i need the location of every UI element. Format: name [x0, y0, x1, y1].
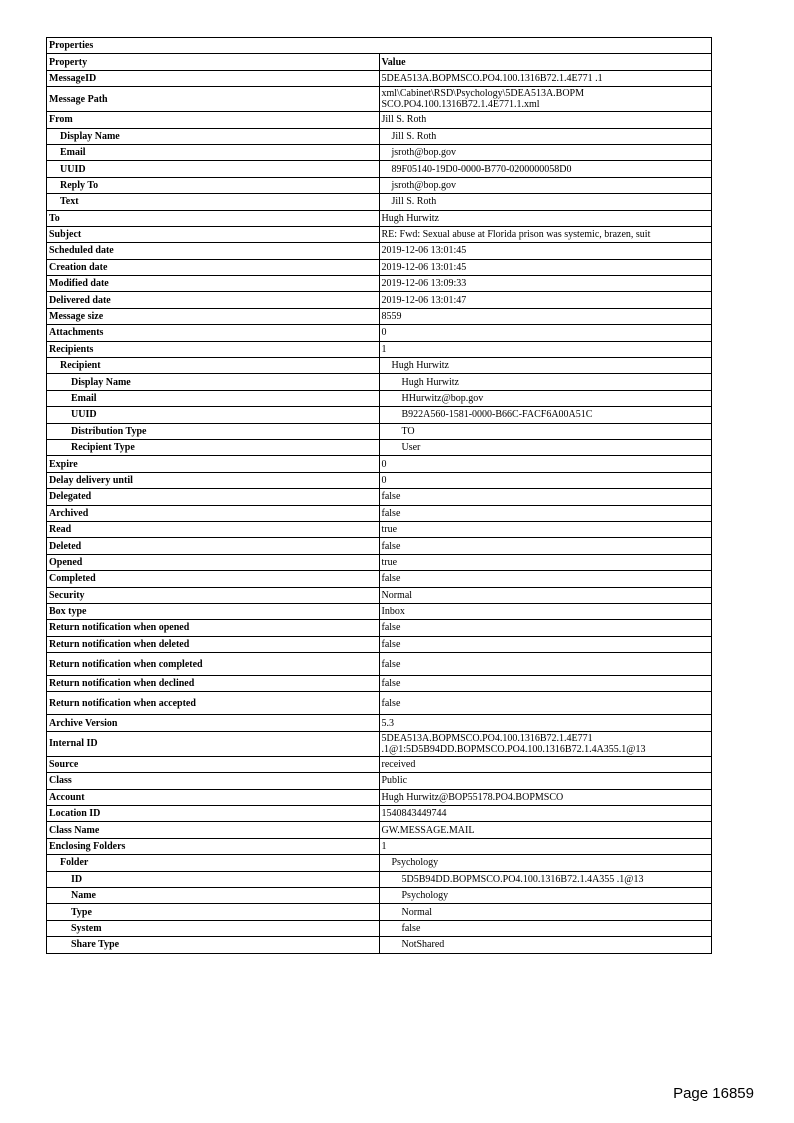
property-name: Completed — [47, 571, 380, 587]
table-row — [47, 603, 712, 619]
property-name: Distribution Type — [47, 423, 380, 439]
property-name: Security — [47, 587, 380, 603]
table-row — [47, 620, 712, 636]
property-column-header: Property — [47, 54, 380, 70]
property-value: 5DEA513A.BOPMSCO.PO4.100.1316B72.1.4E771 .1 — [379, 70, 712, 86]
property-name: UUID — [47, 407, 380, 423]
property-value: 1 — [379, 838, 712, 854]
property-name: Folder — [47, 855, 380, 871]
table-row — [47, 439, 712, 455]
property-name: UUID — [47, 161, 380, 177]
property-value: 8559 — [379, 308, 712, 324]
table-row — [47, 308, 712, 324]
property-name: Source — [47, 756, 380, 772]
property-name: Modified date — [47, 276, 380, 292]
table-row — [47, 194, 712, 210]
property-value: 2019-12-06 13:01:47 — [379, 292, 712, 308]
property-name: Message size — [47, 308, 380, 324]
property-value: jsroth@bop.gov — [379, 144, 712, 160]
property-value: false — [379, 692, 712, 715]
property-value: GW.MESSAGE.MAIL — [379, 822, 712, 838]
table-row — [47, 636, 712, 652]
table-row — [47, 554, 712, 570]
property-name: Display Name — [47, 374, 380, 390]
table-row — [47, 390, 712, 406]
property-name: Account — [47, 789, 380, 805]
column-header-row — [47, 54, 712, 70]
value-column-header: Value — [379, 54, 712, 70]
table-row — [47, 715, 712, 731]
property-value: NotShared — [379, 937, 712, 953]
property-value: false — [379, 620, 712, 636]
property-value: RE: Fwd: Sexual abuse at Florida prison was systemic, brazen, suit — [379, 226, 712, 242]
table-row — [47, 806, 712, 822]
property-value: 2019-12-06 13:01:45 — [379, 259, 712, 275]
table-title: Properties — [47, 38, 712, 54]
table-row — [47, 505, 712, 521]
property-name: Name — [47, 887, 380, 903]
property-value: 0 — [379, 325, 712, 341]
property-name: Email — [47, 390, 380, 406]
property-name: Text — [47, 194, 380, 210]
property-name: Scheduled date — [47, 243, 380, 259]
table-row — [47, 587, 712, 603]
property-name: Class Name — [47, 822, 380, 838]
property-name: Delivered date — [47, 292, 380, 308]
property-value: Public — [379, 773, 712, 789]
table-row — [47, 276, 712, 292]
property-value: false — [379, 676, 712, 692]
property-value: Hugh Hurwitz — [379, 358, 712, 374]
table-row — [47, 871, 712, 887]
table-row — [47, 538, 712, 554]
table-row — [47, 489, 712, 505]
table-row — [47, 243, 712, 259]
table-row — [47, 144, 712, 160]
property-value: 2019-12-06 13:01:45 — [379, 243, 712, 259]
table-row — [47, 112, 712, 128]
table-row — [47, 676, 712, 692]
table-row — [47, 920, 712, 936]
table-row — [47, 325, 712, 341]
property-value: Hugh Hurwitz@BOP55178.PO4.BOPMSCO — [379, 789, 712, 805]
table-row — [47, 128, 712, 144]
table-row — [47, 87, 712, 112]
table-row — [47, 904, 712, 920]
property-name: Recipient Type — [47, 439, 380, 455]
property-name: Email — [47, 144, 380, 160]
property-name: Location ID — [47, 806, 380, 822]
table-row — [47, 374, 712, 390]
property-value: 0 — [379, 456, 712, 472]
property-name: Internal ID — [47, 731, 380, 756]
table-row — [47, 292, 712, 308]
table-row — [47, 259, 712, 275]
property-value: false — [379, 636, 712, 652]
property-name: Recipient — [47, 358, 380, 374]
property-name: Delegated — [47, 489, 380, 505]
property-value: 89F05140-19D0-0000-B770-0200000058D0 — [379, 161, 712, 177]
property-name: Message Path — [47, 87, 380, 112]
table-row — [47, 407, 712, 423]
property-value: Inbox — [379, 603, 712, 619]
table-row — [47, 472, 712, 488]
table-row — [47, 161, 712, 177]
property-value: true — [379, 521, 712, 537]
property-value: false — [379, 538, 712, 554]
table-row — [47, 773, 712, 789]
property-value: Normal — [379, 587, 712, 603]
table-title-row — [47, 38, 712, 54]
table-row — [47, 210, 712, 226]
property-name: Read — [47, 521, 380, 537]
property-name: Class — [47, 773, 380, 789]
property-value: false — [379, 653, 712, 676]
table-row — [47, 177, 712, 193]
table-row — [47, 521, 712, 537]
table-row — [47, 822, 712, 838]
property-name: From — [47, 112, 380, 128]
property-value: xml\Cabinet\RSD\Psychology\5DEA513A.BOPM SCO.PO4.100.1316B72.1.4E771.1.xml — [379, 87, 712, 112]
properties-table-body — [47, 38, 712, 954]
property-name: Deleted — [47, 538, 380, 554]
property-value: Jill S. Roth — [379, 194, 712, 210]
property-name: Creation date — [47, 259, 380, 275]
table-row — [47, 341, 712, 357]
table-row — [47, 226, 712, 242]
property-value: false — [379, 920, 712, 936]
property-name: ID — [47, 871, 380, 887]
property-value: TO — [379, 423, 712, 439]
property-name: MessageID — [47, 70, 380, 86]
property-value: received — [379, 756, 712, 772]
table-row — [47, 789, 712, 805]
table-row — [47, 358, 712, 374]
property-name: Return notification when completed — [47, 653, 380, 676]
property-name: Enclosing Folders — [47, 838, 380, 854]
property-name: Box type — [47, 603, 380, 619]
table-row — [47, 456, 712, 472]
property-value: 5.3 — [379, 715, 712, 731]
table-row — [47, 692, 712, 715]
property-name: Expire — [47, 456, 380, 472]
table-row — [47, 731, 712, 756]
property-value: true — [379, 554, 712, 570]
table-row — [47, 937, 712, 953]
table-row — [47, 423, 712, 439]
property-name: Archived — [47, 505, 380, 521]
property-value: Jill S. Roth — [379, 128, 712, 144]
property-value: 0 — [379, 472, 712, 488]
property-name: Return notification when accepted — [47, 692, 380, 715]
table-row — [47, 756, 712, 772]
property-name: Display Name — [47, 128, 380, 144]
property-value: 2019-12-06 13:09:33 — [379, 276, 712, 292]
property-value: Psychology — [379, 887, 712, 903]
property-value: Normal — [379, 904, 712, 920]
property-name: Archive Version — [47, 715, 380, 731]
property-value: Psychology — [379, 855, 712, 871]
property-value: Jill S. Roth — [379, 112, 712, 128]
property-value: User — [379, 439, 712, 455]
property-value: false — [379, 489, 712, 505]
properties-table — [46, 37, 712, 954]
table-row — [47, 653, 712, 676]
table-row — [47, 887, 712, 903]
property-name: Opened — [47, 554, 380, 570]
property-name: System — [47, 920, 380, 936]
property-name: Return notification when deleted — [47, 636, 380, 652]
property-value: Hugh Hurwitz — [379, 210, 712, 226]
property-name: To — [47, 210, 380, 226]
property-name: Share Type — [47, 937, 380, 953]
page-number: Page 16859 — [673, 1085, 754, 1102]
property-value: 5DEA513A.BOPMSCO.PO4.100.1316B72.1.4E771 .1@1:5D5B94DD.BOPMSCO.PO4.100.1316B72.1.4A355.1@13 — [379, 731, 712, 756]
property-name: Type — [47, 904, 380, 920]
property-value: 5D5B94DD.BOPMSCO.PO4.100.1316B72.1.4A355 .1@13 — [379, 871, 712, 887]
property-name: Recipients — [47, 341, 380, 357]
table-row — [47, 571, 712, 587]
property-name: Delay delivery until — [47, 472, 380, 488]
property-value: 1 — [379, 341, 712, 357]
property-value: B922A560-1581-0000-B66C-FACF6A00A51C — [379, 407, 712, 423]
property-value: jsroth@bop.gov — [379, 177, 712, 193]
property-name: Subject — [47, 226, 380, 242]
table-row — [47, 838, 712, 854]
property-name: Attachments — [47, 325, 380, 341]
property-value: Hugh Hurwitz — [379, 374, 712, 390]
table-row — [47, 855, 712, 871]
property-name: Reply To — [47, 177, 380, 193]
property-value: false — [379, 505, 712, 521]
property-value: false — [379, 571, 712, 587]
property-value: HHurwitz@bop.gov — [379, 390, 712, 406]
table-row — [47, 70, 712, 86]
property-value: 1540843449744 — [379, 806, 712, 822]
property-name: Return notification when opened — [47, 620, 380, 636]
property-name: Return notification when declined — [47, 676, 380, 692]
